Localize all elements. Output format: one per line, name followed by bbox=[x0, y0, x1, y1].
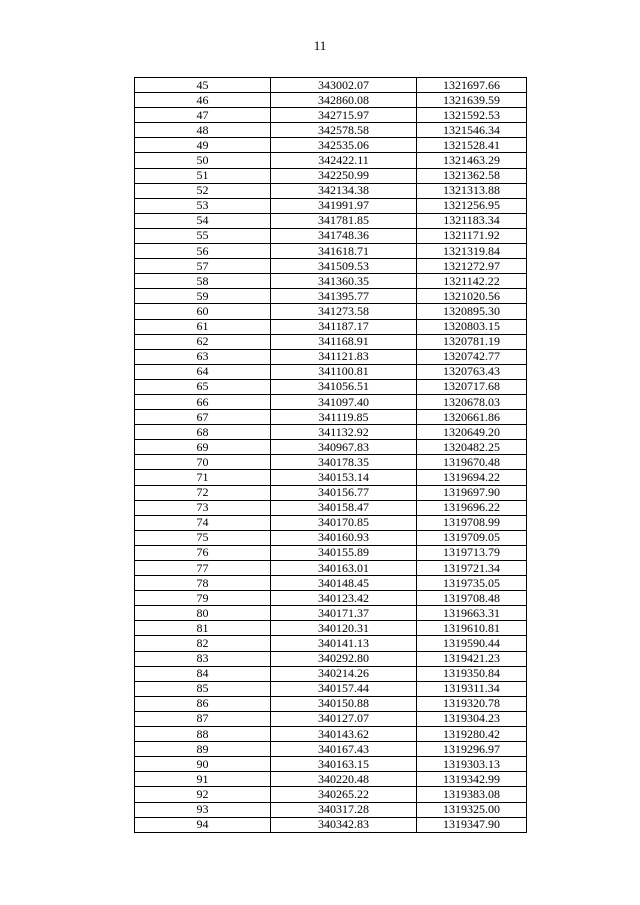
y-coordinate-cell: 1319697.90 bbox=[417, 485, 527, 500]
y-coordinate-cell: 1321592.53 bbox=[417, 108, 527, 123]
y-coordinate-cell: 1319694.22 bbox=[417, 470, 527, 485]
table-row bbox=[135, 772, 527, 787]
x-coordinate-cell: 342134.38 bbox=[271, 183, 417, 198]
x-coordinate-cell: 342715.97 bbox=[271, 108, 417, 123]
y-coordinate-cell: 1319708.48 bbox=[417, 591, 527, 606]
x-coordinate-cell: 340156.77 bbox=[271, 485, 417, 500]
y-coordinate-cell: 1321313.88 bbox=[417, 183, 527, 198]
y-coordinate-cell: 1319347.90 bbox=[417, 817, 527, 832]
point-number-cell: 45 bbox=[135, 78, 271, 93]
y-coordinate-cell: 1319735.05 bbox=[417, 576, 527, 591]
table-row bbox=[135, 757, 527, 772]
y-coordinate-cell: 1320661.86 bbox=[417, 410, 527, 425]
table-row bbox=[135, 93, 527, 108]
table-row bbox=[135, 500, 527, 515]
point-number-cell: 84 bbox=[135, 666, 271, 681]
x-coordinate-cell: 341100.81 bbox=[271, 364, 417, 379]
y-coordinate-cell: 1319709.05 bbox=[417, 530, 527, 545]
table-row bbox=[135, 621, 527, 636]
x-coordinate-cell: 340171.37 bbox=[271, 606, 417, 621]
x-coordinate-cell: 340148.45 bbox=[271, 576, 417, 591]
table-row bbox=[135, 576, 527, 591]
point-number-cell: 93 bbox=[135, 802, 271, 817]
x-coordinate-cell: 342578.58 bbox=[271, 123, 417, 138]
x-coordinate-cell: 340163.15 bbox=[271, 757, 417, 772]
table-row bbox=[135, 651, 527, 666]
x-coordinate-cell: 340127.07 bbox=[271, 711, 417, 726]
y-coordinate-cell: 1319350.84 bbox=[417, 666, 527, 681]
y-coordinate-cell: 1319325.00 bbox=[417, 802, 527, 817]
point-number-cell: 79 bbox=[135, 591, 271, 606]
point-number-cell: 76 bbox=[135, 545, 271, 560]
y-coordinate-cell: 1319610.81 bbox=[417, 621, 527, 636]
x-coordinate-cell: 340150.88 bbox=[271, 696, 417, 711]
y-coordinate-cell: 1321142.22 bbox=[417, 274, 527, 289]
y-coordinate-cell: 1321528.41 bbox=[417, 138, 527, 153]
point-number-cell: 82 bbox=[135, 636, 271, 651]
point-number-cell: 94 bbox=[135, 817, 271, 832]
point-number-cell: 66 bbox=[135, 394, 271, 409]
table-row bbox=[135, 440, 527, 455]
x-coordinate-cell: 342860.08 bbox=[271, 93, 417, 108]
y-coordinate-cell: 1320803.15 bbox=[417, 319, 527, 334]
x-coordinate-cell: 340158.47 bbox=[271, 500, 417, 515]
y-coordinate-cell: 1320649.20 bbox=[417, 425, 527, 440]
point-number-cell: 72 bbox=[135, 485, 271, 500]
point-number-cell: 90 bbox=[135, 757, 271, 772]
point-number-cell: 85 bbox=[135, 681, 271, 696]
table-row bbox=[135, 545, 527, 560]
point-number-cell: 71 bbox=[135, 470, 271, 485]
point-number-cell: 78 bbox=[135, 576, 271, 591]
table-row bbox=[135, 244, 527, 259]
point-number-cell: 53 bbox=[135, 198, 271, 213]
point-number-cell: 51 bbox=[135, 168, 271, 183]
x-coordinate-cell: 340292.80 bbox=[271, 651, 417, 666]
point-number-cell: 81 bbox=[135, 621, 271, 636]
coordinates-table bbox=[134, 77, 527, 833]
y-coordinate-cell: 1320781.19 bbox=[417, 334, 527, 349]
table-row bbox=[135, 561, 527, 576]
x-coordinate-cell: 340141.13 bbox=[271, 636, 417, 651]
y-coordinate-cell: 1321362.58 bbox=[417, 168, 527, 183]
point-number-cell: 91 bbox=[135, 772, 271, 787]
y-coordinate-cell: 1320895.30 bbox=[417, 304, 527, 319]
x-coordinate-cell: 340265.22 bbox=[271, 787, 417, 802]
table-row bbox=[135, 78, 527, 93]
x-coordinate-cell: 340155.89 bbox=[271, 545, 417, 560]
point-number-cell: 70 bbox=[135, 455, 271, 470]
table-row bbox=[135, 228, 527, 243]
x-coordinate-cell: 340214.26 bbox=[271, 666, 417, 681]
point-number-cell: 87 bbox=[135, 711, 271, 726]
point-number-cell: 52 bbox=[135, 183, 271, 198]
point-number-cell: 63 bbox=[135, 349, 271, 364]
y-coordinate-cell: 1321256.95 bbox=[417, 198, 527, 213]
point-number-cell: 46 bbox=[135, 93, 271, 108]
y-coordinate-cell: 1319663.31 bbox=[417, 606, 527, 621]
point-number-cell: 54 bbox=[135, 213, 271, 228]
point-number-cell: 77 bbox=[135, 561, 271, 576]
point-number-cell: 47 bbox=[135, 108, 271, 123]
table-row bbox=[135, 138, 527, 153]
table-row bbox=[135, 274, 527, 289]
point-number-cell: 75 bbox=[135, 530, 271, 545]
y-coordinate-cell: 1320742.77 bbox=[417, 349, 527, 364]
table-row bbox=[135, 123, 527, 138]
y-coordinate-cell: 1320763.43 bbox=[417, 364, 527, 379]
y-coordinate-cell: 1319590.44 bbox=[417, 636, 527, 651]
x-coordinate-cell: 340178.35 bbox=[271, 455, 417, 470]
y-coordinate-cell: 1319311.34 bbox=[417, 681, 527, 696]
y-coordinate-cell: 1319421.23 bbox=[417, 651, 527, 666]
x-coordinate-cell: 340123.42 bbox=[271, 591, 417, 606]
y-coordinate-cell: 1320678.03 bbox=[417, 394, 527, 409]
y-coordinate-cell: 1319713.79 bbox=[417, 545, 527, 560]
x-coordinate-cell: 340967.83 bbox=[271, 440, 417, 455]
point-number-cell: 69 bbox=[135, 440, 271, 455]
y-coordinate-cell: 1319296.97 bbox=[417, 742, 527, 757]
table-row bbox=[135, 455, 527, 470]
table-row bbox=[135, 485, 527, 500]
x-coordinate-cell: 341097.40 bbox=[271, 394, 417, 409]
table-row bbox=[135, 410, 527, 425]
y-coordinate-cell: 1319670.48 bbox=[417, 455, 527, 470]
y-coordinate-cell: 1319304.23 bbox=[417, 711, 527, 726]
point-number-cell: 64 bbox=[135, 364, 271, 379]
x-coordinate-cell: 340317.28 bbox=[271, 802, 417, 817]
y-coordinate-cell: 1319383.08 bbox=[417, 787, 527, 802]
y-coordinate-cell: 1319342.99 bbox=[417, 772, 527, 787]
x-coordinate-cell: 342535.06 bbox=[271, 138, 417, 153]
table-row bbox=[135, 711, 527, 726]
x-coordinate-cell: 341132.92 bbox=[271, 425, 417, 440]
table-row bbox=[135, 802, 527, 817]
x-coordinate-cell: 340157.44 bbox=[271, 681, 417, 696]
table-row bbox=[135, 334, 527, 349]
x-coordinate-cell: 341748.36 bbox=[271, 228, 417, 243]
x-coordinate-cell: 341056.51 bbox=[271, 379, 417, 394]
x-coordinate-cell: 340153.14 bbox=[271, 470, 417, 485]
x-coordinate-cell: 340170.85 bbox=[271, 515, 417, 530]
table-row bbox=[135, 364, 527, 379]
y-coordinate-cell: 1321463.29 bbox=[417, 153, 527, 168]
x-coordinate-cell: 341618.71 bbox=[271, 244, 417, 259]
y-coordinate-cell: 1321639.59 bbox=[417, 93, 527, 108]
point-number-cell: 61 bbox=[135, 319, 271, 334]
point-number-cell: 92 bbox=[135, 787, 271, 802]
y-coordinate-cell: 1320482.25 bbox=[417, 440, 527, 455]
x-coordinate-cell: 340163.01 bbox=[271, 561, 417, 576]
table-row bbox=[135, 742, 527, 757]
point-number-cell: 58 bbox=[135, 274, 271, 289]
table-row bbox=[135, 636, 527, 651]
point-number-cell: 80 bbox=[135, 606, 271, 621]
point-number-cell: 68 bbox=[135, 425, 271, 440]
x-coordinate-cell: 340120.31 bbox=[271, 621, 417, 636]
y-coordinate-cell: 1321546.34 bbox=[417, 123, 527, 138]
y-coordinate-cell: 1319303.13 bbox=[417, 757, 527, 772]
point-number-cell: 62 bbox=[135, 334, 271, 349]
x-coordinate-cell: 341187.17 bbox=[271, 319, 417, 334]
y-coordinate-cell: 1321183.34 bbox=[417, 213, 527, 228]
x-coordinate-cell: 341360.35 bbox=[271, 274, 417, 289]
point-number-cell: 83 bbox=[135, 651, 271, 666]
point-number-cell: 88 bbox=[135, 727, 271, 742]
point-number-cell: 50 bbox=[135, 153, 271, 168]
table-row bbox=[135, 108, 527, 123]
point-number-cell: 57 bbox=[135, 259, 271, 274]
point-number-cell: 67 bbox=[135, 410, 271, 425]
coordinates-table-body bbox=[135, 78, 527, 833]
table-row bbox=[135, 319, 527, 334]
table-row bbox=[135, 304, 527, 319]
table-row bbox=[135, 787, 527, 802]
table-row bbox=[135, 259, 527, 274]
table-row bbox=[135, 183, 527, 198]
point-number-cell: 86 bbox=[135, 696, 271, 711]
point-number-cell: 48 bbox=[135, 123, 271, 138]
table-row bbox=[135, 515, 527, 530]
y-coordinate-cell: 1321272.97 bbox=[417, 259, 527, 274]
table-row bbox=[135, 349, 527, 364]
table-row bbox=[135, 213, 527, 228]
x-coordinate-cell: 341273.58 bbox=[271, 304, 417, 319]
y-coordinate-cell: 1320717.68 bbox=[417, 379, 527, 394]
table-row bbox=[135, 379, 527, 394]
table-row bbox=[135, 681, 527, 696]
table-row bbox=[135, 168, 527, 183]
table-row bbox=[135, 153, 527, 168]
table-row bbox=[135, 289, 527, 304]
table-row bbox=[135, 727, 527, 742]
point-number-cell: 49 bbox=[135, 138, 271, 153]
x-coordinate-cell: 341781.85 bbox=[271, 213, 417, 228]
x-coordinate-cell: 341168.91 bbox=[271, 334, 417, 349]
point-number-cell: 74 bbox=[135, 515, 271, 530]
table-row bbox=[135, 394, 527, 409]
point-number-cell: 73 bbox=[135, 500, 271, 515]
table-row bbox=[135, 591, 527, 606]
point-number-cell: 65 bbox=[135, 379, 271, 394]
x-coordinate-cell: 343002.07 bbox=[271, 78, 417, 93]
y-coordinate-cell: 1319708.99 bbox=[417, 515, 527, 530]
table-row bbox=[135, 606, 527, 621]
y-coordinate-cell: 1319280.42 bbox=[417, 727, 527, 742]
table-row bbox=[135, 666, 527, 681]
page-number: 11 bbox=[313, 38, 327, 53]
y-coordinate-cell: 1319721.34 bbox=[417, 561, 527, 576]
x-coordinate-cell: 341121.83 bbox=[271, 349, 417, 364]
point-number-cell: 56 bbox=[135, 244, 271, 259]
x-coordinate-cell: 341991.97 bbox=[271, 198, 417, 213]
x-coordinate-cell: 341119.85 bbox=[271, 410, 417, 425]
x-coordinate-cell: 340160.93 bbox=[271, 530, 417, 545]
x-coordinate-cell: 340220.48 bbox=[271, 772, 417, 787]
x-coordinate-cell: 342250.99 bbox=[271, 168, 417, 183]
table-row bbox=[135, 198, 527, 213]
x-coordinate-cell: 340167.43 bbox=[271, 742, 417, 757]
x-coordinate-cell: 342422.11 bbox=[271, 153, 417, 168]
y-coordinate-cell: 1321171.92 bbox=[417, 228, 527, 243]
y-coordinate-cell: 1321319.84 bbox=[417, 244, 527, 259]
point-number-cell: 60 bbox=[135, 304, 271, 319]
x-coordinate-cell: 340342.83 bbox=[271, 817, 417, 832]
y-coordinate-cell: 1321697.66 bbox=[417, 78, 527, 93]
y-coordinate-cell: 1319696.22 bbox=[417, 500, 527, 515]
x-coordinate-cell: 340143.62 bbox=[271, 727, 417, 742]
table-row bbox=[135, 817, 527, 832]
x-coordinate-cell: 341395.77 bbox=[271, 289, 417, 304]
y-coordinate-cell: 1321020.56 bbox=[417, 289, 527, 304]
table-row bbox=[135, 425, 527, 440]
y-coordinate-cell: 1319320.78 bbox=[417, 696, 527, 711]
table-row bbox=[135, 470, 527, 485]
point-number-cell: 89 bbox=[135, 742, 271, 757]
table-row bbox=[135, 530, 527, 545]
point-number-cell: 55 bbox=[135, 228, 271, 243]
x-coordinate-cell: 341509.53 bbox=[271, 259, 417, 274]
table-row bbox=[135, 696, 527, 711]
point-number-cell: 59 bbox=[135, 289, 271, 304]
